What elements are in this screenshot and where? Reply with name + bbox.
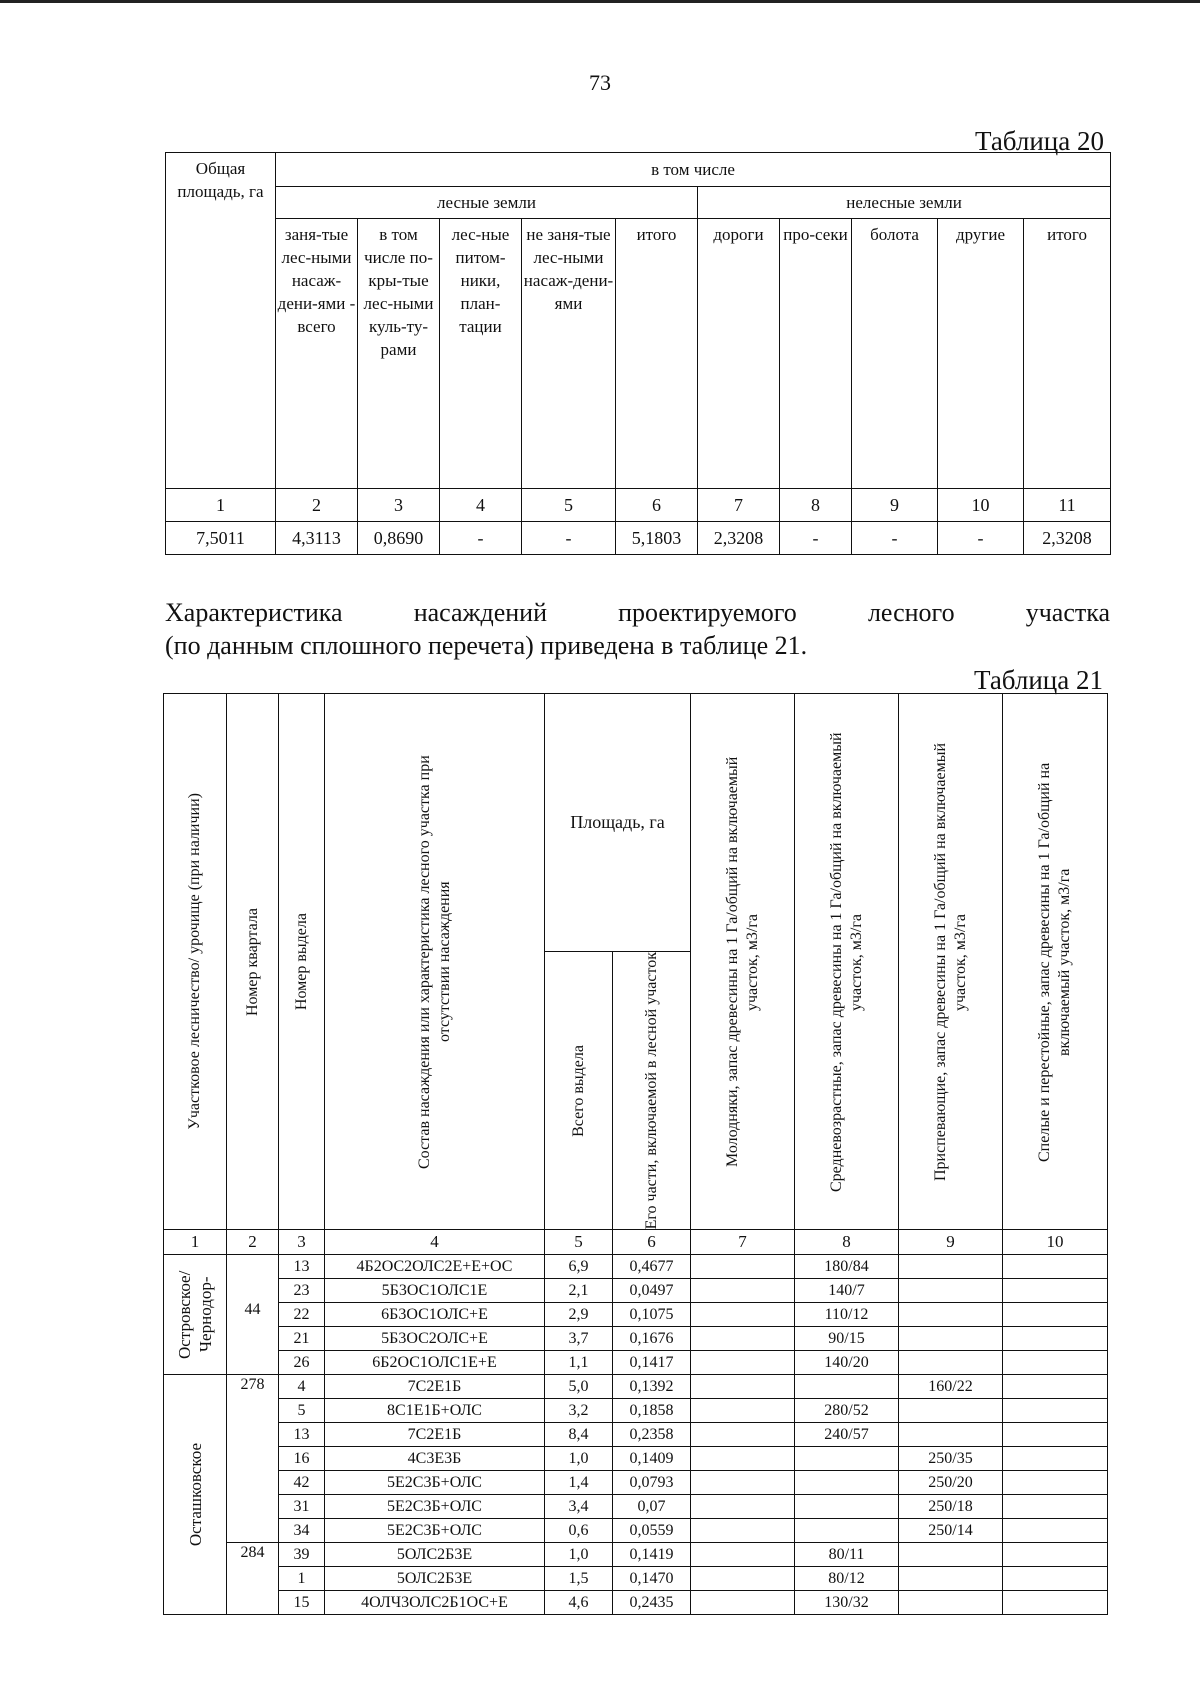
table-cell — [1003, 1543, 1108, 1567]
table-cell: - — [440, 522, 522, 555]
table-cell: 7С2Е1Б — [325, 1375, 545, 1399]
table-cell — [691, 1591, 795, 1615]
table-row — [164, 1567, 1108, 1591]
table-cell — [899, 1327, 1003, 1351]
table-row — [164, 1423, 1108, 1447]
table-cell: 5ОЛС2Б3Е — [325, 1543, 545, 1567]
table-cell: 5ОЛС2Б3Е — [325, 1567, 545, 1591]
kvartal-header: Номер квартала — [227, 694, 279, 1230]
table-cell: 42 — [279, 1471, 325, 1495]
table-cell: 7,5011 — [166, 522, 276, 555]
table-cell — [691, 1279, 795, 1303]
table-cell: 4Б2ОС2ОЛС2Е+Е+ОС — [325, 1255, 545, 1279]
table-cell — [691, 1543, 795, 1567]
table-cell — [795, 1495, 899, 1519]
table-cell — [795, 1447, 899, 1471]
table-cell: 31 — [279, 1495, 325, 1519]
table-cell — [691, 1303, 795, 1327]
table-cell: 13 — [279, 1255, 325, 1279]
table-row — [164, 1279, 1108, 1303]
table-cell — [691, 1495, 795, 1519]
column-number: 3 — [358, 489, 440, 522]
table-cell: 0,2358 — [613, 1423, 691, 1447]
table-cell: 1,0 — [545, 1447, 613, 1471]
table-cell: 23 — [279, 1279, 325, 1303]
table-cell: 3,2 — [545, 1399, 613, 1423]
table-cell: 4С3Е3Б — [325, 1447, 545, 1471]
table-cell: 0,07 — [613, 1495, 691, 1519]
table-cell: 0,1676 — [613, 1327, 691, 1351]
table-cell — [899, 1567, 1003, 1591]
forest-lands-header: лесные земли — [276, 187, 698, 219]
table-cell: 250/18 — [899, 1495, 1003, 1519]
composition-header: Состав насаждения или характеристика лесного участка при отсутствии насаждения — [325, 694, 545, 1230]
table-21-caption: Таблица 21 — [974, 665, 1103, 695]
table-cell: 16 — [279, 1447, 325, 1471]
table-cell — [1003, 1495, 1108, 1519]
table-cell: 6Б2ОС1ОЛС1Е+Е — [325, 1351, 545, 1375]
forestry-name: Островское/ Чернодор- — [175, 1270, 215, 1360]
page-top-edge — [0, 0, 1200, 3]
column-header: болота — [852, 219, 938, 489]
table-cell — [1003, 1567, 1108, 1591]
table-cell: 5 — [279, 1399, 325, 1423]
column-header: дороги — [698, 219, 780, 489]
table-row — [164, 1351, 1108, 1375]
table-row — [164, 1543, 1108, 1567]
table-20-caption: Таблица 20 — [975, 126, 1104, 156]
table-cell: 34 — [279, 1519, 325, 1543]
table-cell — [899, 1399, 1003, 1423]
table-row — [164, 1519, 1108, 1543]
table-cell: 160/22 — [899, 1375, 1003, 1399]
column-number: 1 — [164, 1230, 227, 1255]
kvartal-cell — [227, 1375, 279, 1543]
column-number: 7 — [691, 1230, 795, 1255]
column-header: лес-ные питом-ники, план-тации — [440, 219, 522, 489]
column-number: 4 — [325, 1230, 545, 1255]
table-row — [164, 1255, 1108, 1279]
table-cell — [1003, 1519, 1108, 1543]
table-cell: 180/84 — [795, 1255, 899, 1279]
table-cell: 5Б3ОС1ОЛС1Е — [325, 1279, 545, 1303]
table-cell: 1,4 — [545, 1471, 613, 1495]
column-number: 7 — [698, 489, 780, 522]
table-cell: - — [780, 522, 852, 555]
table-cell: 1,5 — [545, 1567, 613, 1591]
table-cell: 140/7 — [795, 1279, 899, 1303]
table-cell: 280/52 — [795, 1399, 899, 1423]
young-stock-header: Молодняки, запас древесины на 1 Га/общий на включаемый участок, м3/га — [691, 694, 795, 1230]
table-row — [164, 1399, 1108, 1423]
including-header: в том числе — [276, 153, 1111, 187]
table-cell: 0,0793 — [613, 1471, 691, 1495]
table-cell: 0,8690 — [358, 522, 440, 555]
table-cell: 80/11 — [795, 1543, 899, 1567]
kvartal-cell — [227, 1543, 279, 1615]
table-cell — [1003, 1279, 1108, 1303]
total-vydel-header: Всего выдела — [545, 952, 613, 1230]
table-cell — [795, 1519, 899, 1543]
table-cell: 3,7 — [545, 1327, 613, 1351]
table-cell — [1003, 1447, 1108, 1471]
column-header: итого — [616, 219, 698, 489]
table-row — [164, 1375, 1108, 1399]
table-cell: 250/20 — [899, 1471, 1003, 1495]
column-number-row — [164, 1230, 1108, 1255]
nonforest-lands-header: нелесные земли — [698, 187, 1111, 219]
table-cell: 8С1Е1Б+ОЛС — [325, 1399, 545, 1423]
column-number: 10 — [1003, 1230, 1108, 1255]
table-cell: 130/32 — [795, 1591, 899, 1615]
table-cell — [691, 1255, 795, 1279]
table-cell: 1 — [279, 1567, 325, 1591]
table-cell — [899, 1423, 1003, 1447]
table-cell: 4 — [279, 1375, 325, 1399]
table-cell: - — [522, 522, 616, 555]
table-cell — [795, 1471, 899, 1495]
table-row — [164, 1471, 1108, 1495]
table-cell — [1003, 1399, 1108, 1423]
table-cell: 4,3113 — [276, 522, 358, 555]
table-cell: 5Б3ОС2ОЛС+Е — [325, 1327, 545, 1351]
table-cell — [691, 1567, 795, 1591]
forestry-cell — [164, 1375, 227, 1615]
column-header: заня-тые лес-ными насаж-дени-ями - всего — [276, 219, 358, 489]
table-cell: 0,1075 — [613, 1303, 691, 1327]
table-cell: 110/12 — [795, 1303, 899, 1327]
column-header: про-секи — [780, 219, 852, 489]
table-cell: 0,4677 — [613, 1255, 691, 1279]
table-20 — [165, 152, 1111, 555]
table-cell: 0,1858 — [613, 1399, 691, 1423]
table-cell — [691, 1471, 795, 1495]
table-cell: 0,2435 — [613, 1591, 691, 1615]
paragraph-word: насаждений — [413, 598, 548, 627]
table-cell: 0,1409 — [613, 1447, 691, 1471]
table-cell — [1003, 1471, 1108, 1495]
mature-header: Спелые и перестойные, запас древесины на 1 Га/общий на включаемый участок, м3/га — [1003, 694, 1108, 1230]
kvartal-number: 284 — [240, 1544, 265, 1562]
column-number: 6 — [616, 489, 698, 522]
table-cell: 5,0 — [545, 1375, 613, 1399]
table-row — [164, 1591, 1108, 1615]
kvartal-number: 44 — [244, 1301, 261, 1319]
column-header: не заня-тые лес-ными насаж-дени-ями — [522, 219, 616, 489]
table-cell: 0,1419 — [613, 1543, 691, 1567]
paragraph-word: Характеристика — [165, 598, 343, 627]
table-cell: - — [852, 522, 938, 555]
area-header: Площадь, га — [545, 694, 691, 952]
table-cell — [1003, 1255, 1108, 1279]
table-cell: 21 — [279, 1327, 325, 1351]
table-cell: 7С2Е1Б — [325, 1423, 545, 1447]
column-number: 5 — [522, 489, 616, 522]
table-cell — [691, 1399, 795, 1423]
table-cell — [899, 1303, 1003, 1327]
table-cell — [899, 1255, 1003, 1279]
paragraph-word: участка — [1025, 598, 1110, 627]
page-number: 73 — [589, 70, 611, 95]
table-cell — [691, 1327, 795, 1351]
forestry-header: Участковое лесничество/ урочище (при наличии) — [164, 694, 227, 1230]
column-number: 9 — [899, 1230, 1003, 1255]
table-cell: 80/12 — [795, 1567, 899, 1591]
table-cell — [899, 1351, 1003, 1375]
table-cell: 8,4 — [545, 1423, 613, 1447]
table-cell — [899, 1543, 1003, 1567]
table-cell: 250/35 — [899, 1447, 1003, 1471]
middle-age-header: Средневозрастные, запас древесины на 1 Га/общий на включаемый участок, м3/га — [795, 694, 899, 1230]
table-cell: 6,9 — [545, 1255, 613, 1279]
table-cell: 0,6 — [545, 1519, 613, 1543]
table-cell — [899, 1279, 1003, 1303]
table-21-body — [164, 1255, 1108, 1615]
column-number: 10 — [938, 489, 1024, 522]
table-21 — [163, 693, 1108, 1615]
table-row — [164, 1495, 1108, 1519]
table-cell: 3,4 — [545, 1495, 613, 1519]
column-number: 8 — [795, 1230, 899, 1255]
table-cell — [899, 1591, 1003, 1615]
table-cell: 1,1 — [545, 1351, 613, 1375]
table-cell: 5,1803 — [616, 522, 698, 555]
table-cell: 22 — [279, 1303, 325, 1327]
table-cell: 0,1392 — [613, 1375, 691, 1399]
column-number: 4 — [440, 489, 522, 522]
table-cell — [1003, 1327, 1108, 1351]
column-number: 9 — [852, 489, 938, 522]
column-number: 2 — [276, 489, 358, 522]
table-row — [166, 522, 1111, 555]
forestry-cell — [164, 1255, 227, 1375]
table-cell — [691, 1519, 795, 1543]
table-cell: 1,0 — [545, 1543, 613, 1567]
table-cell: - — [938, 522, 1024, 555]
column-number: 8 — [780, 489, 852, 522]
paragraph-line-1 — [165, 596, 1110, 629]
paragraph-word: проектируемого — [618, 598, 797, 627]
table-cell: 5Е2С3Б+ОЛС — [325, 1471, 545, 1495]
table-cell: 4,6 — [545, 1591, 613, 1615]
forestry-name: Осташковское — [185, 1443, 205, 1547]
column-number: 5 — [545, 1230, 613, 1255]
paragraph-line-2: (по данным сплошного перечета) приведена в таблице 21. — [165, 631, 808, 660]
table-cell: 0,1417 — [613, 1351, 691, 1375]
table-cell: 5Е2С3Б+ОЛС — [325, 1519, 545, 1543]
vydel-header: Номер выдела — [279, 694, 325, 1230]
premature-header: Приспевающие, запас древесины на 1 Га/общий на включаемый участок, м3/га — [899, 694, 1003, 1230]
table-cell — [1003, 1591, 1108, 1615]
table-cell: 2,1 — [545, 1279, 613, 1303]
paragraph-word: лесного — [867, 598, 955, 627]
table-cell — [795, 1375, 899, 1399]
column-number: 6 — [613, 1230, 691, 1255]
table-cell: 0,1470 — [613, 1567, 691, 1591]
table-row — [164, 1447, 1108, 1471]
kvartal-number: 278 — [240, 1376, 265, 1394]
column-number: 2 — [227, 1230, 279, 1255]
table-cell: 6Б3ОС1ОЛС+Е — [325, 1303, 545, 1327]
table-cell: 90/15 — [795, 1327, 899, 1351]
table-cell — [1003, 1375, 1108, 1399]
included-part-header: Его части, включаемой в лесной участок — [613, 952, 691, 1230]
table-cell: 140/20 — [795, 1351, 899, 1375]
column-number-row — [166, 489, 1111, 522]
body-paragraph — [165, 596, 1110, 662]
column-header: другие — [938, 219, 1024, 489]
table-cell — [1003, 1303, 1108, 1327]
column-header: в том числе по-кры-тые лес-ными куль-ту-рами — [358, 219, 440, 489]
table-cell — [1003, 1423, 1108, 1447]
table-cell: 15 — [279, 1591, 325, 1615]
table-row — [164, 1303, 1108, 1327]
table-cell: 13 — [279, 1423, 325, 1447]
table-cell: 39 — [279, 1543, 325, 1567]
table-cell: 250/14 — [899, 1519, 1003, 1543]
table-cell: 5Е2С3Б+ОЛС — [325, 1495, 545, 1519]
table-cell: 2,3208 — [1024, 522, 1111, 555]
table-cell: 0,0497 — [613, 1279, 691, 1303]
table-cell: 2,9 — [545, 1303, 613, 1327]
table-cell: 0,0559 — [613, 1519, 691, 1543]
table-cell — [691, 1351, 795, 1375]
table-cell — [691, 1447, 795, 1471]
table-cell — [691, 1423, 795, 1447]
table-cell: 2,3208 — [698, 522, 780, 555]
column-header: итого — [1024, 219, 1111, 489]
table-row — [164, 1327, 1108, 1351]
column-number: 11 — [1024, 489, 1111, 522]
column-number: 3 — [279, 1230, 325, 1255]
table-cell: 26 — [279, 1351, 325, 1375]
table-cell: 240/57 — [795, 1423, 899, 1447]
table-cell — [691, 1375, 795, 1399]
kvartal-cell — [227, 1255, 279, 1375]
column-number: 1 — [166, 489, 276, 522]
table-cell — [1003, 1351, 1108, 1375]
table-cell: 4ОЛЧ3ОЛС2Б1ОС+Е — [325, 1591, 545, 1615]
total-area-header: Общая площадь, га — [166, 153, 276, 489]
